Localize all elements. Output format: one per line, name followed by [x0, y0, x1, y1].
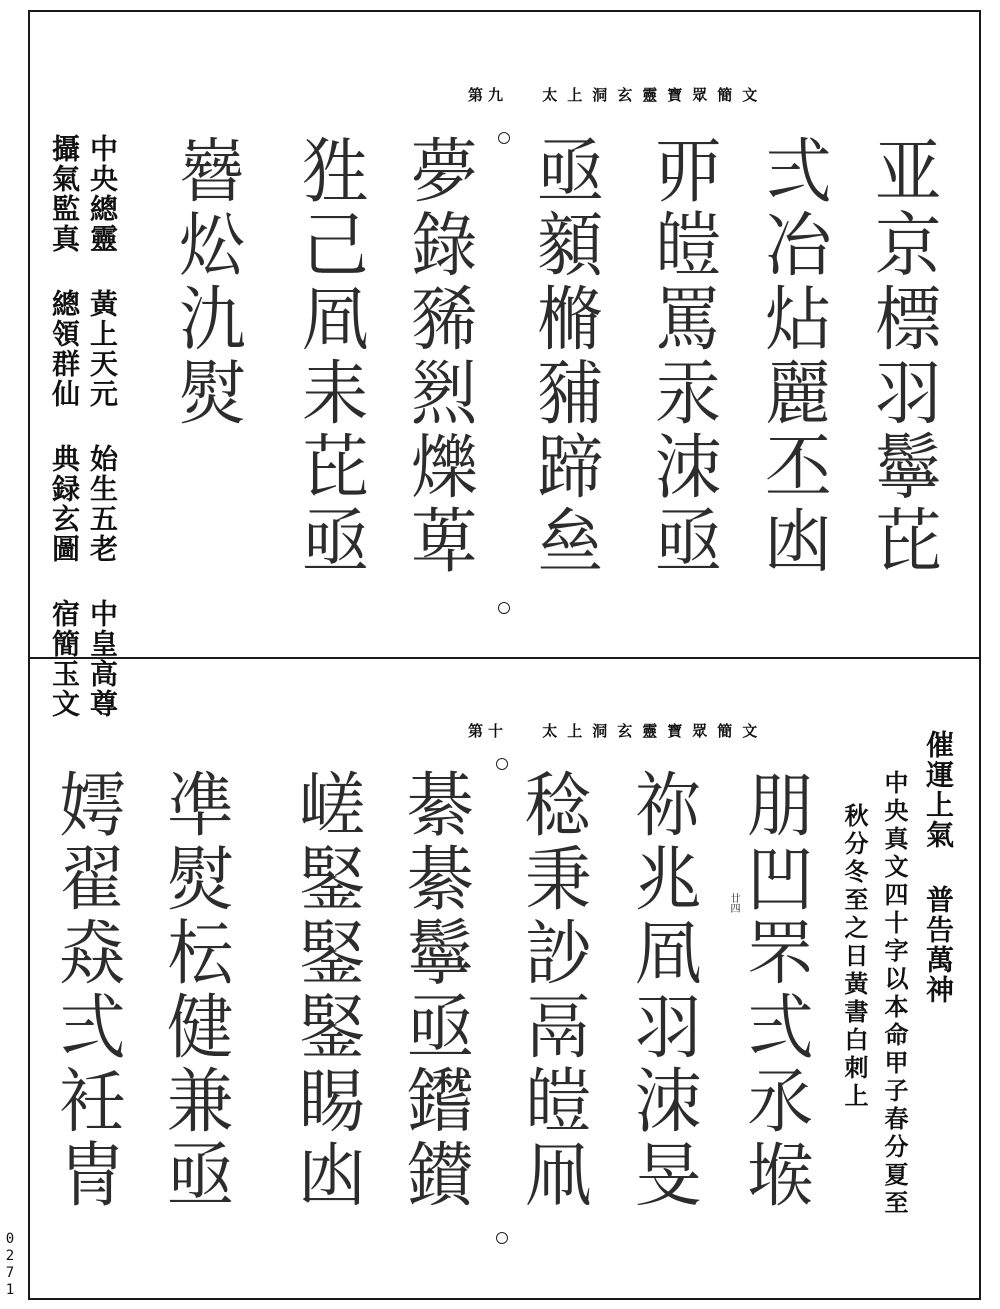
annotation-column: 秋分冬至之日黃書白刺上	[840, 803, 869, 1111]
chapter-number: 第九	[468, 86, 509, 104]
seal-script-column: 嵯鋻鋻鋻睗凼	[288, 768, 366, 1212]
upper-page-panel	[28, 10, 981, 719]
punctuation-circle	[498, 132, 510, 144]
seal-script-column: 稔秉訬鬲皚凧	[514, 768, 592, 1212]
seal-script-column: 丣皚罵汞洓亟	[644, 134, 722, 578]
scripture-title: 太上洞玄靈寶眾簡文	[542, 86, 768, 104]
seal-script-column: 嫮翟猋弍衽冑	[48, 768, 126, 1212]
seal-script-column: 嶜炂氿熨	[168, 134, 246, 430]
seal-script-column: 弍冶炶麗丕凼	[754, 134, 832, 578]
punctuation-circle	[496, 758, 508, 770]
scripture-title: 太上洞玄靈寶眾簡文	[542, 722, 768, 740]
chapter-number: 第十	[468, 722, 509, 740]
seal-script-column: 夢錄豨煭爍萆	[400, 134, 478, 578]
annotation-column: 催運上氣 普告萬神	[922, 730, 955, 1005]
annotation-column: 中央真文四十字以本命甲子春分夏至	[880, 770, 909, 1218]
seal-script-column: 亟顡樇豧蹄亝	[526, 134, 604, 578]
punctuation-circle	[498, 602, 510, 614]
marginal-mark: 廿四	[728, 893, 739, 913]
punctuation-circle	[496, 1232, 508, 1244]
seal-script-column: 凖熨枟健兼亟	[156, 768, 234, 1212]
page-number: 0271	[2, 1231, 18, 1299]
seal-script-column: 朋凹罘弍氶堠	[736, 768, 814, 1212]
seal-script-column: 綦綦鬡亟鑙鑚	[396, 768, 474, 1212]
lower-page-panel	[28, 657, 981, 1300]
seal-script-column: 亚京標羽鬡芘	[864, 134, 942, 578]
page-header	[468, 720, 767, 741]
annotation-column: 攝氣監真 總領群仙 典録玄圖 宿簡玉文	[48, 134, 81, 719]
seal-script-column: 狌己凮耒芘亟	[291, 134, 369, 578]
page-header	[468, 84, 767, 105]
seal-script-column: 祢兆凮羽洓旻	[624, 768, 702, 1212]
annotation-column: 中央總靈 黃上天元 始生五老 中皇高尊	[86, 134, 119, 719]
